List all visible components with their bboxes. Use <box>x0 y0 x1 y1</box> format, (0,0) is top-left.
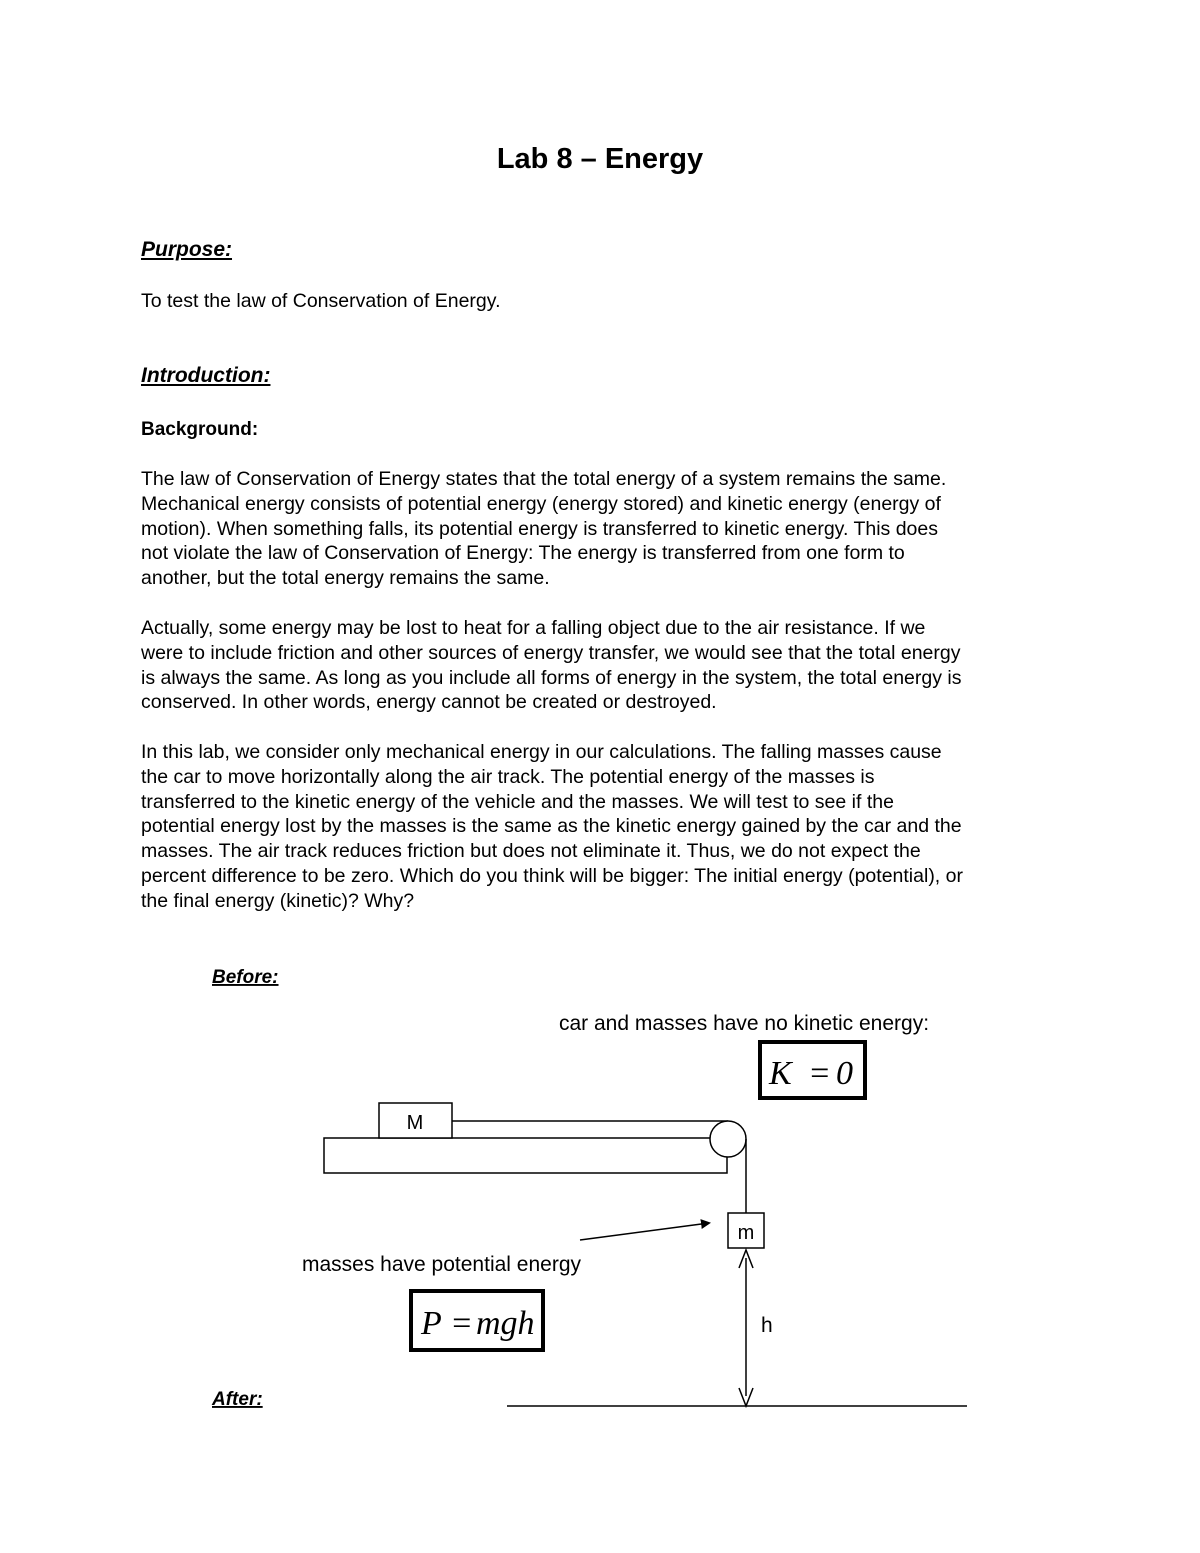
kinetic-formula-rhs: 0 <box>836 1055 853 1092</box>
kinetic-formula-op: = <box>808 1055 831 1092</box>
air-track <box>324 1138 727 1173</box>
potential-formula-lhs: P <box>421 1305 442 1342</box>
after-label: After: <box>212 1389 263 1410</box>
purpose-text: To test the law of Conservation of Energy. <box>141 290 501 312</box>
height-label: h <box>761 1314 773 1337</box>
potential-caption: masses have potential energy <box>302 1253 581 1276</box>
pulley <box>710 1121 746 1157</box>
potential-formula-rhs: mgh <box>476 1305 535 1342</box>
hanging-mass <box>728 1213 764 1248</box>
background-paragraph-2: Actually, some energy may be lost to heat for a falling object due to the air resistance. If we were to include friction and other sources of energy transfer, we would see that the total energy is always the same. As long as you include all forms of energy in the system, the total energy is conserved. In other words, energy cannot be created or destroyed. <box>141 617 962 714</box>
potential-formula-op: = <box>450 1305 473 1342</box>
car-block <box>379 1103 452 1138</box>
before-label: Before: <box>212 967 279 988</box>
height-arrow <box>739 1250 753 1406</box>
pointer-arrow <box>580 1223 709 1240</box>
page-title: Lab 8 – Energy <box>496 143 704 175</box>
background-paragraph-3: In this lab, we consider only mechanical energy in our calculations. The falling masses cause the car to move horizontally along the air track. The potential energy of the masses is transferred to the kinetic energy of the vehicle and the masses. We will test to see if the potential energy lost by the masses is the same as the kinetic energy gained by the car and the masses. The air track reduces friction but does not eliminate it. Thus, we do not expect the percent difference to be zero. Which do you think will be bigger: The initial energy (potential), or the final energy (kinetic)? Why? <box>141 741 963 912</box>
introduction-heading: Introduction: <box>141 364 271 387</box>
energy-diagram <box>0 950 1200 1430</box>
kinetic-formula-lhs: K <box>769 1055 792 1092</box>
car-label: M <box>406 1112 424 1134</box>
hanging-mass-label: m <box>737 1222 755 1244</box>
background-heading: Background: <box>141 419 259 440</box>
background-paragraph-1: The law of Conservation of Energy states that the total energy of a system remains the same. Mechanical energy consists of potential energy (energy stored) and kinetic energy (energy of motion). When something falls, its potential energy is transferred to kinetic energy. This does not violate the law of Conservation of Energy: The energy is transferred from one form to another, but the total energy remains the same. <box>141 468 947 590</box>
kinetic-caption: car and masses have no kinetic energy: <box>559 1012 930 1035</box>
potential-formula-box <box>411 1291 543 1350</box>
purpose-heading: Purpose: <box>141 238 233 261</box>
kinetic-formula-box <box>760 1042 865 1098</box>
